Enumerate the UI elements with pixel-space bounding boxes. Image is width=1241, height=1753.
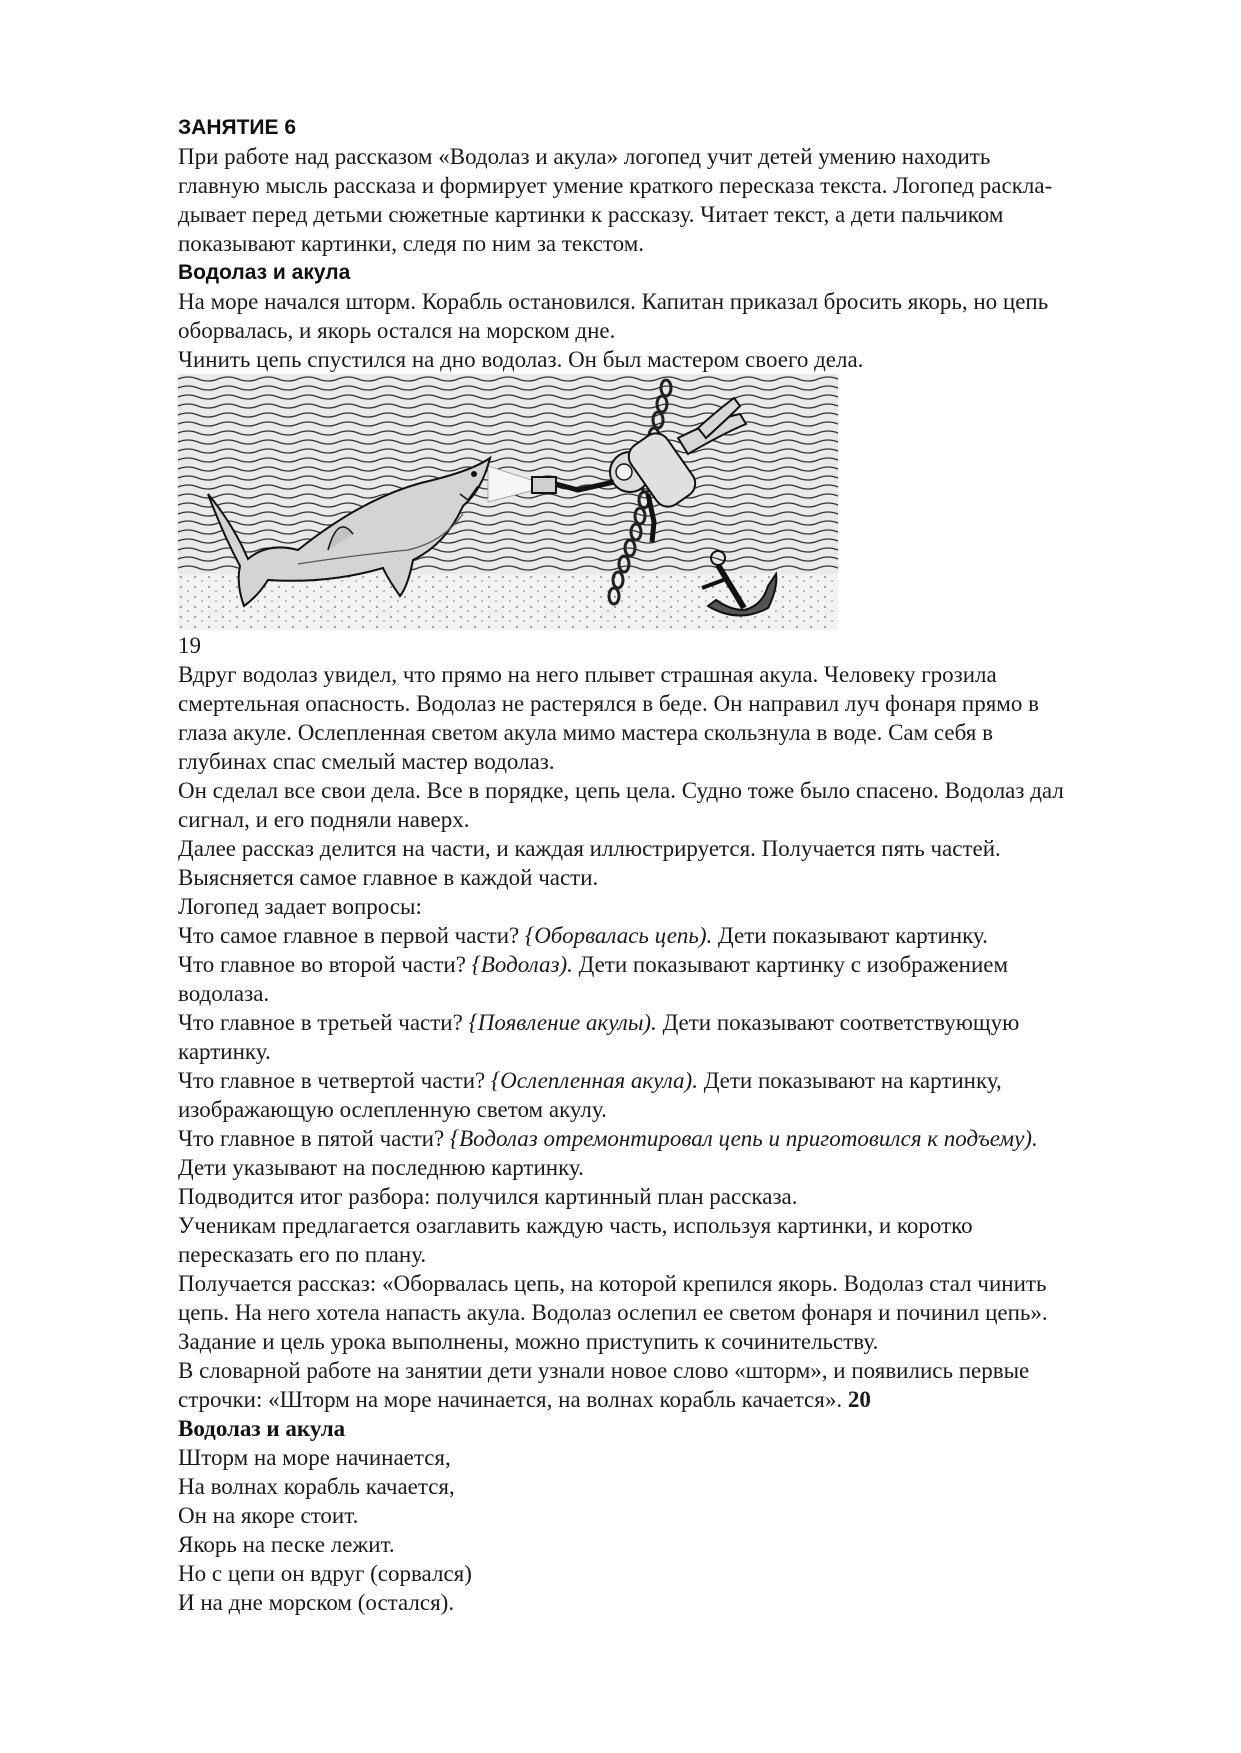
text-line: Вдруг водолаз увидел, что прямо на него плывет страшная акула. Человеку грозила (178, 662, 997, 687)
poem-line: Якорь на песке лежит. (178, 1532, 395, 1557)
text-line: Чинить цепь спустился на дно водолаз. Он был мастером своего дела. (178, 347, 864, 372)
text-line: Задание и цель урока выполнены, можно приступить к сочинительству. (178, 1329, 879, 1354)
text-line: Далее рассказ делится на части, и каждая иллюстрируется. Получается пять частей. (178, 836, 1001, 861)
page-number-bold: 20 (847, 1387, 871, 1412)
text-line: Получается рассказ: «Оборвалась цепь, на которой крепился якорь. Водолаз стал чинить (178, 1271, 1047, 1296)
questions-list (178, 921, 1188, 1153)
story-continuation (178, 631, 1188, 1617)
illustration-svg (178, 374, 838, 630)
text-line: главную мысль рассказа и формирует умение краткого пересказа текста. Логопед раскла- (178, 173, 1053, 198)
text-line: Ученикам предлагается озаглавить каждую часть, используя картинки, и коротко (178, 1213, 973, 1238)
text-line: глубинах спас смелый мастер водолаз. (178, 749, 555, 774)
text-line: Подводится итог разбора: получился картинный план рассказа. (178, 1184, 798, 1209)
text-line: На море начался шторм. Корабль остановился. Капитан приказал бросить якорь, но цепь (178, 289, 1049, 314)
poem-line: Но с цепи он вдруг (сорвался) (178, 1561, 472, 1586)
question-line: Что главное в четвертой части? {Ослепленная акула). Дети показывают на картинку, (178, 1068, 1002, 1093)
poem-line: На волнах корабль качается, (178, 1474, 455, 1499)
story-paragraph (178, 287, 1188, 374)
text-line: При работе над рассказом «Водолаз и акула» логопед учит детей умению находить (178, 144, 991, 169)
question-line: Что главное во второй части? {Водолаз). Дети показывают картинку с изображением (178, 952, 1009, 977)
text-line: цепь. На него хотела напасть акула. Водолаз ослепил ее светом фонаря и починил цепь». (178, 1300, 1048, 1325)
text-line: глаза акуле. Ослепленная светом акула мимо мастера скользнула в воде. Сам себя в (178, 720, 993, 745)
text-line: оборвалась, и якорь остался на морском дне. (178, 318, 616, 343)
question-line: Что главное в пятой части? {Водолаз отремонтировал цепь и приготовился к подъему). (178, 1126, 1038, 1151)
intro-paragraph (178, 142, 1188, 258)
question-line: изображающую ослепленную светом акулу. (178, 1097, 607, 1122)
question-line: Что самое главное в первой части? {Оборвалась цепь). Дети показывают картинку. (178, 923, 988, 948)
text-line: Выясняется самое главное в каждой части. (178, 865, 599, 890)
text-line: Он сделал все свои дела. Все в порядке, цепь цела. Судно тоже было спасено. Водолаз дал (178, 778, 1064, 803)
story-title: Водолаз и акула (178, 261, 351, 284)
text-line: Дети указывают на последнюю картинку. (178, 1155, 584, 1180)
text-line: В словарной работе на занятии дети узнали новое слово «шторм», и появились первые (178, 1358, 1030, 1383)
text-line: сигнал, и его подняли наверх. (178, 807, 470, 832)
diver-shark-illustration (178, 374, 838, 630)
poem-line: Он на якоре стоит. (178, 1503, 359, 1528)
question-line: водолаза. (178, 981, 270, 1006)
poem-line: Шторм на море начинается, (178, 1445, 451, 1470)
poem (178, 1443, 1188, 1617)
text-line: пересказать его по плану. (178, 1242, 427, 1267)
text-line: строчки: «Шторм на море начинается, на волнах корабль качается». 20 (178, 1387, 871, 1412)
question-line: Что главное в третьей части? {Появление акулы). Дети показывают соответствующую (178, 1010, 1020, 1035)
text-line: показывают картинки, следя по ним за текстом. (178, 231, 645, 256)
poem-line: И на дне морском (остался). (178, 1590, 455, 1615)
page-number: 19 (178, 633, 201, 658)
lesson-heading: ЗАНЯТИЕ 6 (178, 116, 297, 139)
lesson-block (178, 114, 1188, 374)
text-line: смертельная опасность. Водолаз не растерялся в беде. Он направил луч фонаря прямо в (178, 691, 1039, 716)
text-line: Логопед задает вопросы: (178, 894, 422, 919)
poem-title: Водолаз и акула (178, 1416, 346, 1441)
text-line: дывает перед детьми сюжетные картинки к рассказу. Читает текст, а дети пальчиком (178, 202, 1004, 227)
question-line: картинку. (178, 1039, 271, 1064)
